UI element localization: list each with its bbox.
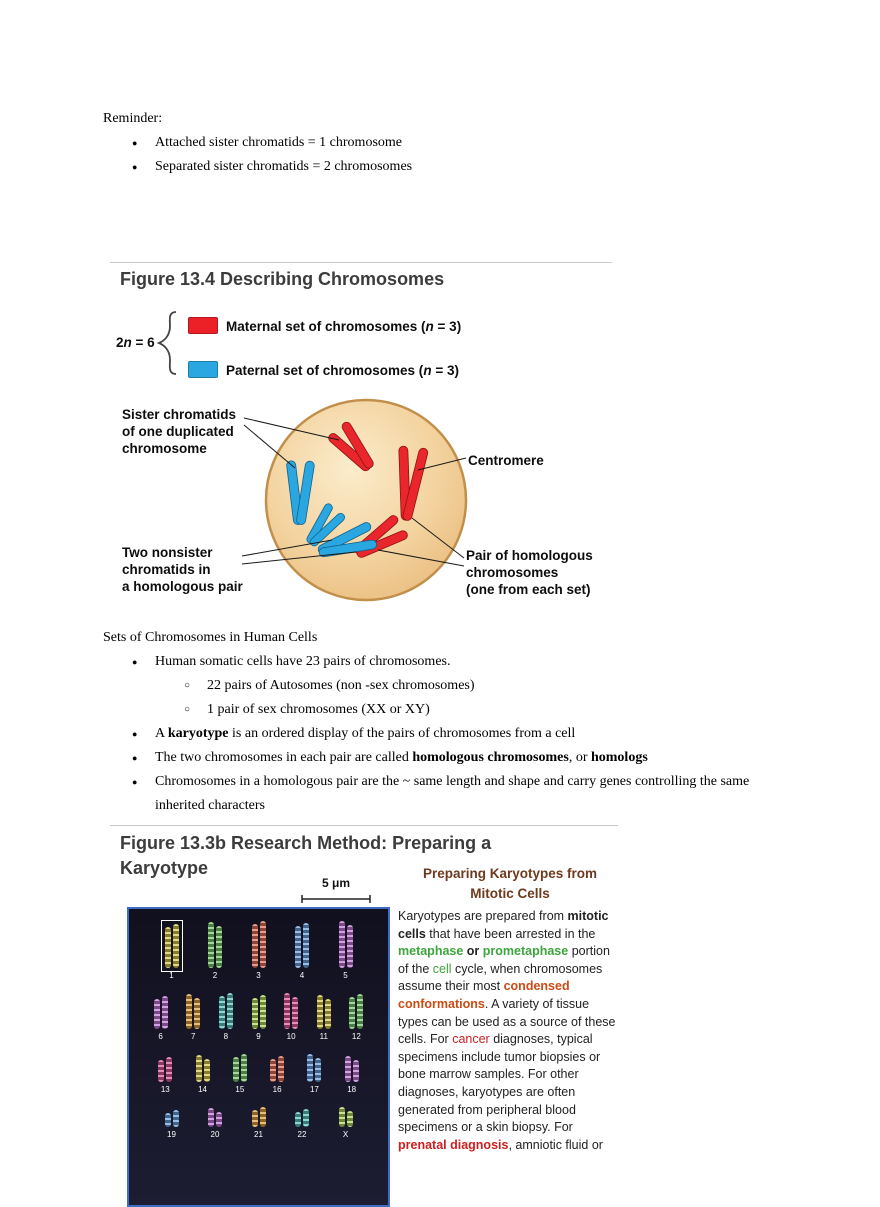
chromosome-pair (295, 923, 309, 980)
figure-13-3b-title: Figure 13.3b Research Method: Preparing a Karyotype (120, 833, 492, 878)
chromosome-number: 1 (169, 971, 174, 980)
chromosome-number: 2 (212, 971, 218, 980)
chromosome-pair (349, 994, 363, 1041)
maternal-color-swatch (188, 317, 218, 334)
chromosome-pair (252, 995, 266, 1041)
chromosome-number: 4 (299, 971, 305, 980)
list-item: ● A karyotype is an ordered display of the pairs of chromosomes from a cell (103, 722, 777, 746)
list-item: ○ 1 pair of sex chromosomes (XX or XY) (103, 698, 777, 722)
chromosome-number: 12 (351, 1032, 361, 1041)
chromosome-pair (317, 995, 331, 1041)
chromosome-pair (165, 1110, 179, 1139)
chromosome-number: 5 (343, 971, 348, 980)
chromosome-pair (345, 1056, 359, 1094)
chromosome-number: 16 (272, 1085, 282, 1094)
maternal-legend-label: Maternal set of chromosomes (n = 3) (226, 319, 462, 334)
chromosome-number: 8 (223, 1032, 229, 1041)
chromosome-pair (307, 1054, 321, 1094)
chromosome-number: X (342, 1130, 349, 1139)
chromosome-pair (339, 921, 353, 980)
chromosome-pair (196, 1055, 210, 1094)
chromosome-pair (165, 924, 179, 980)
karyotype-row (135, 993, 382, 1041)
scale-bar-label: 5 μm (321, 876, 351, 890)
chromosome-number: 13 (160, 1085, 170, 1094)
figure-13-4-title: Figure 13.4 Describing Chromosomes (120, 269, 445, 289)
figure-top-divider (110, 825, 618, 826)
karyotype-panel-body: Karyotypes are prepared from mitotic cells that have been arrested in the metaphase or prometaphase portion of the cell cycle, when chromosomes assume their most condensed conformations. A variety of tissue types can be used as a source of these cells. For cancer diagnoses, typical specimens include tumor biopsies or bone marrow samples. For other diagnoses, karyotypes are often generated from peripheral blood specimens or a skin biopsy. For prenatal diagnosis, amniotic fluid or (398, 909, 616, 1152)
chromosome-pair (339, 1107, 353, 1139)
chromosome-number: 21 (254, 1130, 263, 1139)
chromosome-number: 22 (297, 1130, 307, 1139)
list-item: ● Attached sister chromatids = 1 chromosome (103, 131, 777, 155)
centromere-label: Centromere (468, 453, 544, 468)
karyotype-row (135, 1054, 382, 1094)
list-item: ● Human somatic cells have 23 pairs of chromosomes. (103, 650, 777, 674)
chromosome-number: 10 (286, 1032, 296, 1041)
list-item: ● Chromosomes in a homologous pair are the ~ same length and shape and carry genes controlling the same inherited characters (103, 770, 777, 818)
chromosome-pair (208, 1108, 222, 1139)
list-item: ○ 22 pairs of Autosomes (non -sex chromosomes) (103, 674, 777, 698)
nonsister-chromatids-label: Two nonsister chromatids in a homologous pair (122, 545, 243, 594)
paternal-color-swatch (188, 361, 218, 378)
chromosome-number: 7 (191, 1032, 196, 1041)
chromosome-number: 20 (210, 1130, 220, 1139)
figure-top-divider (110, 262, 612, 263)
chromosome-number: 17 (309, 1085, 319, 1094)
sets-section (103, 626, 777, 818)
karyotype-image (127, 907, 390, 1207)
chromosome-pair (208, 922, 222, 980)
chromosome-pair (270, 1056, 284, 1094)
chromosome-pair (233, 1054, 247, 1094)
karyotype-row (135, 1107, 382, 1139)
chromosome-pair (219, 993, 233, 1041)
chromosome-pair (158, 1057, 172, 1094)
chromosome-pair (295, 1109, 309, 1139)
chromosome-pair (252, 921, 266, 980)
karyotype-row (135, 921, 382, 980)
chromosome-number: 18 (347, 1085, 357, 1094)
chromosome-pair (284, 993, 298, 1041)
chromosome-pair (186, 994, 200, 1041)
homologous-pair-label: Pair of homologous chromosomes (one from each set) (466, 548, 593, 597)
reminder-section (103, 107, 777, 179)
sister-chromatids-label: Sister chromatids of one duplicated chromosome (122, 407, 237, 456)
chromosome-number: 9 (256, 1032, 261, 1041)
paternal-legend-label: Paternal set of chromosomes (n = 3) (226, 363, 459, 378)
chromosome-number: 11 (319, 1032, 328, 1041)
karyotype-panel-heading: Preparing Karyotypes from Mitotic Cells (422, 866, 598, 901)
chromosome-number: 6 (158, 1032, 163, 1041)
list-item: ● Separated sister chromatids = 2 chromosomes (103, 155, 777, 179)
sets-title: Sets of Chromosomes in Human Cells (103, 630, 318, 645)
scale-bar (300, 894, 372, 904)
ploidy-label: 2n = 6 (116, 335, 155, 350)
reminder-title: Reminder: (103, 111, 163, 126)
chromosome-number: 14 (198, 1085, 208, 1094)
list-item: ● The two chromosomes in each pair are called homologous chromosomes, or homologs (103, 746, 777, 770)
chromosome-number: 19 (167, 1130, 176, 1139)
chromosome-pair (154, 996, 168, 1041)
chromosome-number: 3 (256, 971, 261, 980)
chromosome-number: 15 (235, 1085, 245, 1094)
brace-icon (156, 310, 178, 376)
chromosome-pair (252, 1107, 266, 1139)
